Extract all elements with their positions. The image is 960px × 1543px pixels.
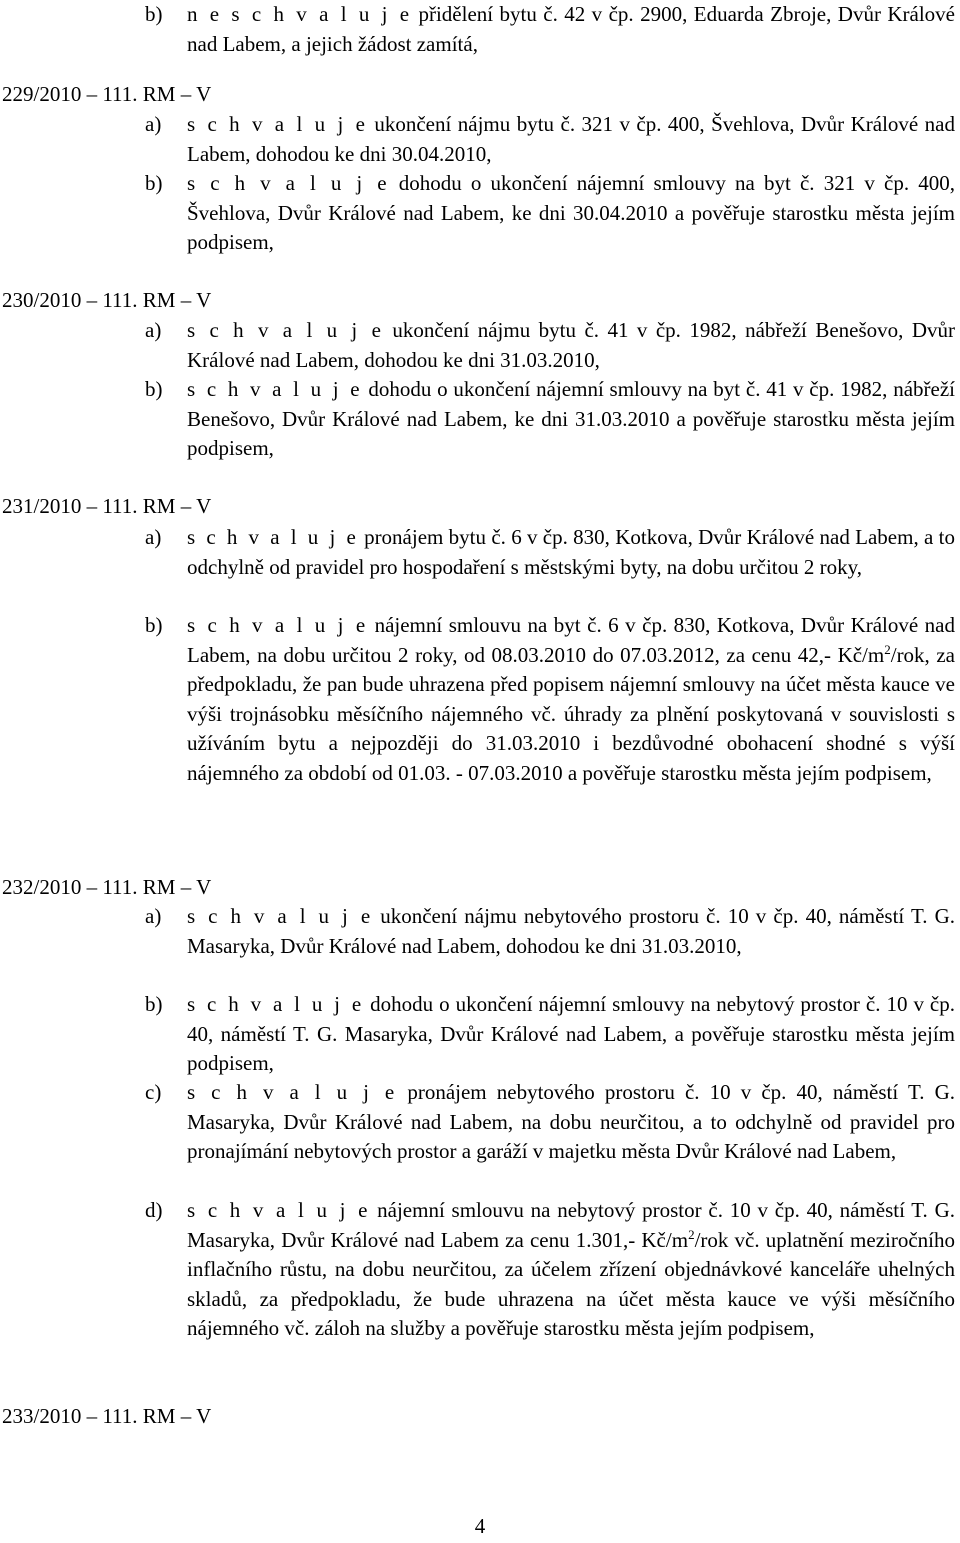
resolution-header-233: 233/2010 – 111. RM – V bbox=[2, 1404, 212, 1428]
page-number: 4 bbox=[474, 1514, 486, 1538]
resolution-232-item-a bbox=[145, 902, 955, 961]
item-text: s c h v a l u j e ukončení nájmu bytu č. 321 v čp. 400, Švehlova, Dvůr Králové nad Labem, dohodou ke dni 30.04.2010, bbox=[187, 112, 955, 166]
resolution-header-229: 229/2010 – 111. RM – V bbox=[2, 82, 212, 106]
item-text: s c h v a l u j e nájemní smlouvu na nebytový prostor č. 10 v čp. 40, náměstí T. G. Masaryka, Dvůr Králové nad Labem za cenu 1.301,- $Kč/m^2$/rok vč. uplatnění meziročního inflačního růstu, na dobu neurčitou, za účelem zřízení objednávkové kanceláře uhelných skladů, za předpokladu, že bude uhrazena na účet města kauce ve výši měsíčního nájemného vč. záloh na služby a pověřuje starostku města jejím podpisem, bbox=[187, 1198, 955, 1340]
item-label: a) bbox=[145, 112, 162, 136]
item-label: a) bbox=[145, 904, 162, 928]
item-text: s c h v a l u j e nájemní smlouvu na byt č. 6 v čp. 830, Kotkova, Dvůr Králové nad Labem, na dobu určitou 2 roky, od 08.03.2010 do 07.03.2012, za cenu 42,- $Kč/m^2$/rok, za předpokladu, že pan bude uhrazena před popisem nájemní smlouvy na účet města kauce ve výši trojnásobku měsíčního nájemného vč. úhrady za plnění poskytovaná v souvislosti s užíváním bytu a nejpozději do 31.03.2010 i bezdůvodné obohacení shodné s výší nájemného za období od 01.03. - 07.03.2010 a pověřuje starostku města jejím podpisem, bbox=[187, 613, 956, 785]
item-text: s c h v a l u j e dohodu o ukončení nájemní smlouvy na byt č. 41 v čp. 1982, nábřeží Benešovo, Dvůr Králové nad Labem, ke dni 31.03.2010 a pověřuje starostku města jejím podpisem, bbox=[187, 377, 955, 460]
keyword-approve: s c h v a l u j e bbox=[187, 992, 365, 1016]
keyword-approve: s c h v a l u j e bbox=[187, 377, 363, 401]
resolution-229-item-a bbox=[145, 110, 955, 169]
keyword-approve: s c h v a l u j e bbox=[187, 1080, 398, 1104]
resolution-header-230: 230/2010 – 111. RM – V bbox=[2, 288, 212, 312]
keyword-reject: n e s c h v a l u j e bbox=[187, 2, 413, 26]
item-text: s c h v a l u j e ukončení nájmu bytu č. 41 v čp. 1982, nábřeží Benešovo, Dvůr Králové nad Labem, dohodou ke dni 31.03.2010, bbox=[187, 318, 955, 372]
keyword-approve: s c h v a l u j e bbox=[187, 904, 374, 928]
resolution-230-item-b bbox=[145, 375, 955, 464]
item-label: a) bbox=[145, 525, 162, 549]
keyword-approve: s c h v a l u j e bbox=[187, 171, 390, 195]
item-label: b) bbox=[145, 377, 163, 401]
resolution-232-item-b bbox=[145, 990, 955, 1079]
resolution-header-231: 231/2010 – 111. RM – V bbox=[2, 494, 212, 518]
item-label: b) bbox=[145, 613, 163, 637]
keyword-approve: s c h v a l u j e bbox=[187, 613, 369, 637]
item-text: s c h v a l u j e ukončení nájmu nebytového prostoru č. 10 v čp. 40, náměstí T. G. Masaryka, Dvůr Králové nad Labem, dohodou ke dni 31.03.2010, bbox=[187, 904, 956, 958]
resolution-231-item-b bbox=[145, 611, 955, 788]
intro-item-b bbox=[145, 0, 955, 59]
superscript: 2 bbox=[688, 1226, 695, 1242]
item-label: d) bbox=[145, 1198, 163, 1222]
keyword-approve: s c h v a l u j e bbox=[187, 1198, 371, 1222]
item-text: s c h v a l u j e dohodu o ukončení nájemní smlouvy na nebytový prostor č. 10 v čp. 40, náměstí T. G. Masaryka, Dvůr Králové nad Labem, a pověřuje starostku města jejím podpisem, bbox=[187, 992, 955, 1075]
resolution-232-item-d bbox=[145, 1196, 955, 1344]
item-label: b) bbox=[145, 992, 163, 1016]
item-label: b) bbox=[145, 2, 163, 26]
resolution-header-232: 232/2010 – 111. RM – V bbox=[2, 875, 212, 899]
resolution-232-item-c bbox=[145, 1078, 955, 1167]
resolution-231-item-a bbox=[145, 523, 955, 582]
item-text: n e s c h v a l u j e přidělení bytu č. 42 v čp. 2900, Eduarda Zbroje, Dvůr Králové nad Labem, a jejich žádost zamítá, bbox=[187, 2, 955, 56]
superscript: 2 bbox=[884, 641, 891, 657]
keyword-approve: s c h v a l u j e bbox=[187, 318, 384, 342]
keyword-approve: s c h v a l u j e bbox=[187, 525, 359, 549]
resolution-229-item-b bbox=[145, 169, 955, 258]
item-label: a) bbox=[145, 318, 162, 342]
item-label: b) bbox=[145, 171, 163, 195]
item-text: s c h v a l u j e dohodu o ukončení nájemní smlouvy na byt č. 321 v čp. 400, Švehlova, Dvůr Králové nad Labem, ke dni 30.04.2010 a pověřuje starostku města jejím podpisem, bbox=[187, 171, 955, 254]
keyword-approve: s c h v a l u j e bbox=[187, 112, 368, 136]
item-label: c) bbox=[145, 1080, 162, 1104]
item-text: s c h v a l u j e pronájem bytu č. 6 v čp. 830, Kotkova, Dvůr Králové nad Labem, a to odchylně od pravidel pro hospodaření s městskými byty, na dobu určitou 2 roky, bbox=[187, 525, 955, 579]
item-text: s c h v a l u j e pronájem nebytového prostoru č. 10 v čp. 40, náměstí T. G. Masaryka, Dvůr Králové nad Labem, na dobu neurčitou, a to odchylně od pravidel pro pronajímání nebytových prostor a garáží v majetku města Dvůr Králové nad Labem, bbox=[187, 1080, 956, 1163]
resolution-230-item-a bbox=[145, 316, 955, 375]
